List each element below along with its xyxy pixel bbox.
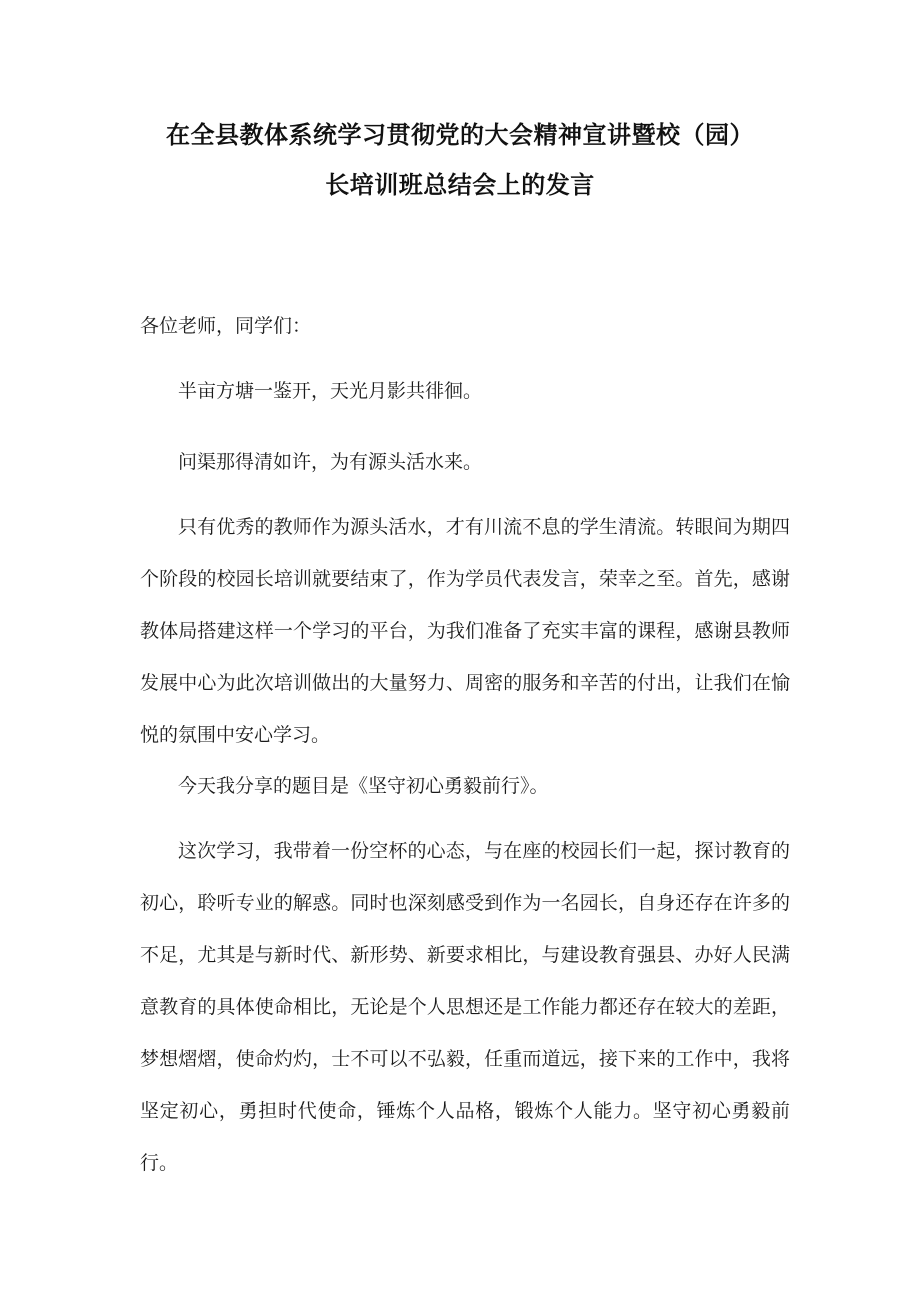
paragraph-gratitude: 只有优秀的教师作为源头活水，才有川流不息的学生清流。转眼间为期四个阶段的校园长培训就要结束了，作为学员代表发言，荣幸之至。首先，感谢教体局搭建这样一个学习的平台，为我们准备了充实丰富的课程，感谢县教师发展中心为此次培训做出的大量努力、周密的服务和辛苦的付出，让我们在愉悦的氛围中安心学习。 bbox=[140, 516, 790, 746]
paragraph-reflection: 这次学习，我带着一份空杯的心态，与在座的校园长们一起，探讨教育的初心，聆听专业的解惑。同时也深刻感受到作为一名园长，自身还存在许多的不足，尤其是与新时代、新形势、新要求相比，与建设教育强县、办好人民满意教育的具体使命相比，无论是个人思想还是工作能力都还存在较大的差距，梦想熠熠，使命灼灼，士不可以不弘毅，任重而道远，接下来的工作中，我将坚定初心，勇担时代使命，锤炼个人品格，锻炼个人能力。坚守初心勇毅前行。 bbox=[140, 840, 790, 1174]
salutation: 各位老师，同学们： bbox=[140, 315, 312, 337]
document-title-line-2: 长培训班总结会上的发言 bbox=[325, 171, 595, 199]
document-title-line-1: 在全县教体系统学习贯彻党的大会精神宣讲暨校（园） bbox=[166, 121, 754, 149]
paragraph-topic: 今天我分享的题目是《坚守初心勇毅前行》。 bbox=[178, 775, 549, 797]
poem-line-1: 半亩方塘一鉴开，天光月影共徘徊。 bbox=[178, 380, 483, 402]
poem-line-2: 问渠那得清如许，为有源头活水来。 bbox=[178, 451, 483, 473]
